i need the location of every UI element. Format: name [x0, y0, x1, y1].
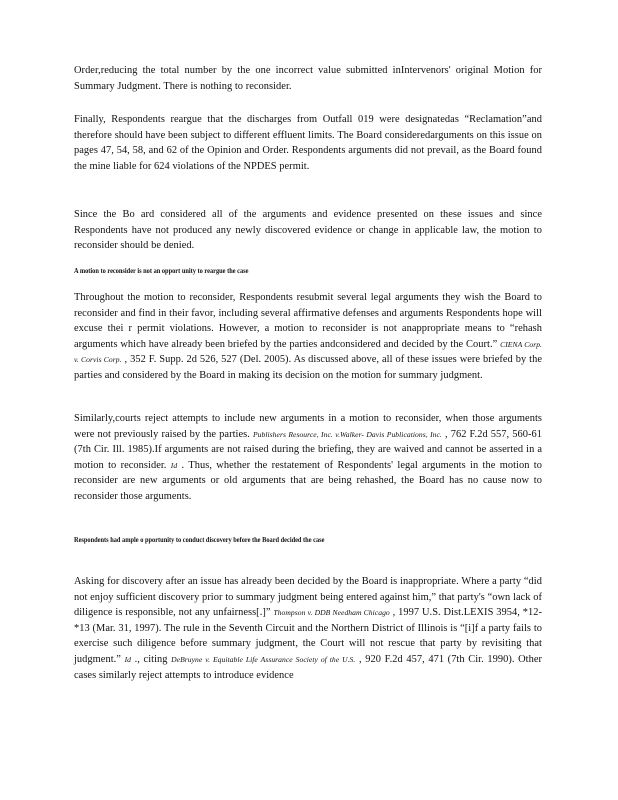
paragraph-text: Throughout the motion to reconsider, Respondents resubmit several legal arguments they wish the Board to reconsider and find in their favor, including several affirmative defenses and arguments Respondents hope will excuse thei r permit violations. However, a motion to reconsider is not anappropriate means to “rehash arguments which have already been briefed by the parties andconsidered and decided by the Court.”	[74, 292, 542, 350]
paragraph-text: , 762 F.2d 557, 560-61 (7th Cir. Ill. 1985).If arguments are not raised during the briefing, they are waived and cannot be asserted in a motion to reconsider.	[74, 428, 542, 471]
paragraph-text: , 920 F.2d 457, 471 (7th Cir. 1990). Other cases similarly reject attempts to introduce evidence	[74, 653, 543, 681]
heading-motion-not-opportunity: A motion to reconsider is not an opport unity to reargue the case	[74, 266, 249, 275]
paragraph-similarly-courts	[74, 411, 542, 505]
case-citation: DeBruyne v. Equitable Life Assurance Society of the U.S.	[171, 654, 356, 664]
paragraph-outfall-019: Finally, Respondents reargue that the discharges from Outfall 019 were designatedas “Reclamation”and therefore should have been subject to different effluent limits. The Board consideredarguments on this issue on pages 47, 54, 58, and 62 of the Opinion and Order. Respondents arguments did not prevail, as the Board found the mine liable for 624 violations of the NPDES permit.	[74, 114, 542, 172]
case-citation: Publishers Resource, Inc. v.Walker- Davis Publications, Inc.	[252, 429, 442, 439]
case-citation: Thompson v. DDB Needham Chicago	[273, 608, 390, 618]
paragraph-text: . Thus, whether the restatement of Respondents' legal arguments in the motion to reconsider are new arguments or old arguments that are being rehashed, the Board has no cause now to reconsider those arguments.	[74, 459, 542, 502]
heading-ample-opportunity: Respondents had ample o pportunity to conduct discovery before the Board decided the case	[74, 535, 325, 544]
paragraph-text: , 1997 U.S. Dist.LEXIS 3954, *12-*13 (Mar. 31, 1997). The rule in the Seventh Circuit and the Northern District of Illinois is “[i]f a party fails to exercise such diligence before summary judgment, the Court will not rescue that party by revisiting that judgment.”	[74, 607, 542, 665]
paragraph-order-reducing: Order,reducing the total number by the one incorrect value submitted inIntervenors' original Motion for Summary Judgment. There is nothing to reconsider.	[74, 65, 542, 92]
paragraph-text: ., citing	[131, 653, 172, 665]
id-citation: Id	[170, 460, 178, 470]
id-citation: Id	[124, 654, 132, 664]
paragraph-text: Asking for discovery after an issue has already been decided by the Board is inappropriate. Where a party “did not enjoy sufficient discovery prior to summary judgment being entered against him,” that party's “own lack of diligence is responsible, not any unfairness[.]”	[74, 576, 542, 619]
paragraph-since-board-considered: Since the Bo ard considered all of the arguments and evidence presented on these issues and since Respondents have not produced any newly discovered evidence or change in applicable law, the motion to reconsider should be denied.	[74, 209, 542, 252]
paragraph-text: Similarly,courts reject attempts to include new arguments in a motion to reconsider, when those arguments were not previously raised by the parties.	[74, 413, 542, 440]
paragraph-asking-for-discovery	[74, 574, 542, 683]
paragraph-throughout-motion	[74, 290, 542, 384]
case-citation: CIENA Corp. v. Corvis Corp.	[74, 339, 542, 365]
paragraph-text: , 352 F. Supp. 2d 526, 527 (Del. 2005). As discussed above, all of these issues were briefed by the parties and considered by the Board in making its decision on the motion for summary judgment.	[74, 354, 542, 381]
